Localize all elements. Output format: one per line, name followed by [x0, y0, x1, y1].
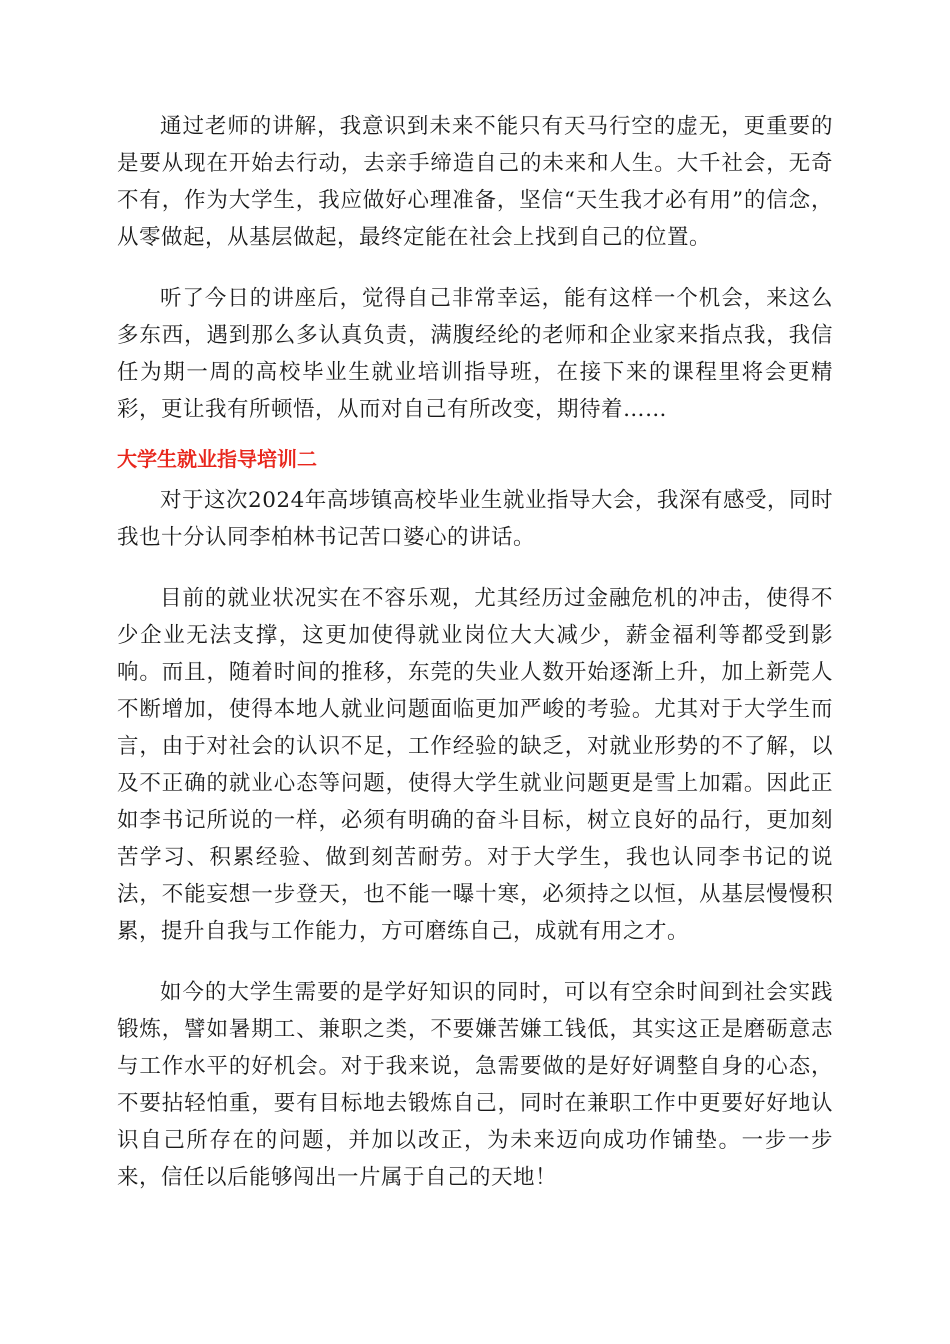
body-paragraph: 如今的大学生需要的是学好知识的同时，可以有空余时间到社会实践锻炼，譬如暑期工、兼职之类，不要嫌苦嫌工钱低，其实这正是磨砺意志与工作水平的好机会。对于我来说，急需要做的是好好调整自身的心态，不要拈轻怕重，要有目标地去锻炼自己，同时在兼职工作中更要好好地认识自己所存在的问题，并加以改正，为未来迈向成功作铺垫。一步一步来，信任以后能够闯出一片属于自己的天地！	[117, 980, 833, 1190]
document-page	[117, 108, 833, 1196]
body-paragraph: 听了今日的讲座后，觉得自己非常幸运，能有这样一个机会，来这么多东西，遇到那么多认真负责，满腹经纶的老师和企业家来指点我，我信任为期一周的高校毕业生就业培训指导班，在接下来的课程里将会更精彩，更让我有所顿悟，从而对自己有所改变，期待着……	[117, 286, 833, 422]
body-paragraph: 通过老师的讲解，我意识到未来不能只有天马行空的虚无，更重要的是要从现在开始去行动，去亲手缔造自己的未来和人生。大千社会，无奇不有，作为大学生，我应做好心理准备，坚信“天生我才必有用”的信念，从零做起，从基层做起，最终定能在社会上找到自己的位置。	[117, 114, 833, 250]
section-heading: 大学生就业指导培训二	[117, 447, 317, 471]
body-paragraph: 对于这次2024年高埗镇高校毕业生就业指导大会，我深有感受，同时我也十分认同李柏林书记苦口婆心的讲话。	[117, 488, 833, 550]
body-paragraph: 目前的就业状况实在不容乐观，尤其经历过金融危机的冲击，使得不少企业无法支撑，这更加使得就业岗位大大减少，薪金福利等都受到影响。而且，随着时间的推移，东莞的失业人数开始逐渐上升，加上新莞人不断增加，使得本地人就业问题面临更加严峻的考验。尤其对于大学生而言，由于对社会的认识不足，工作经验的缺乏，对就业形势的不了解，以及不正确的就业心态等问题，使得大学生就业问题更是雪上加霜。因此正如李书记所说的一样，必须有明确的奋斗目标，树立良好的品行，更加刻苦学习、积累经验、做到刻苦耐劳。对于大学生，我也认同李书记的说法，不能妄想一步登天，也不能一曝十寒，必须持之以恒，从基层慢慢积累，提升自我与工作能力，方可磨练自己，成就有用之才。	[117, 586, 833, 944]
